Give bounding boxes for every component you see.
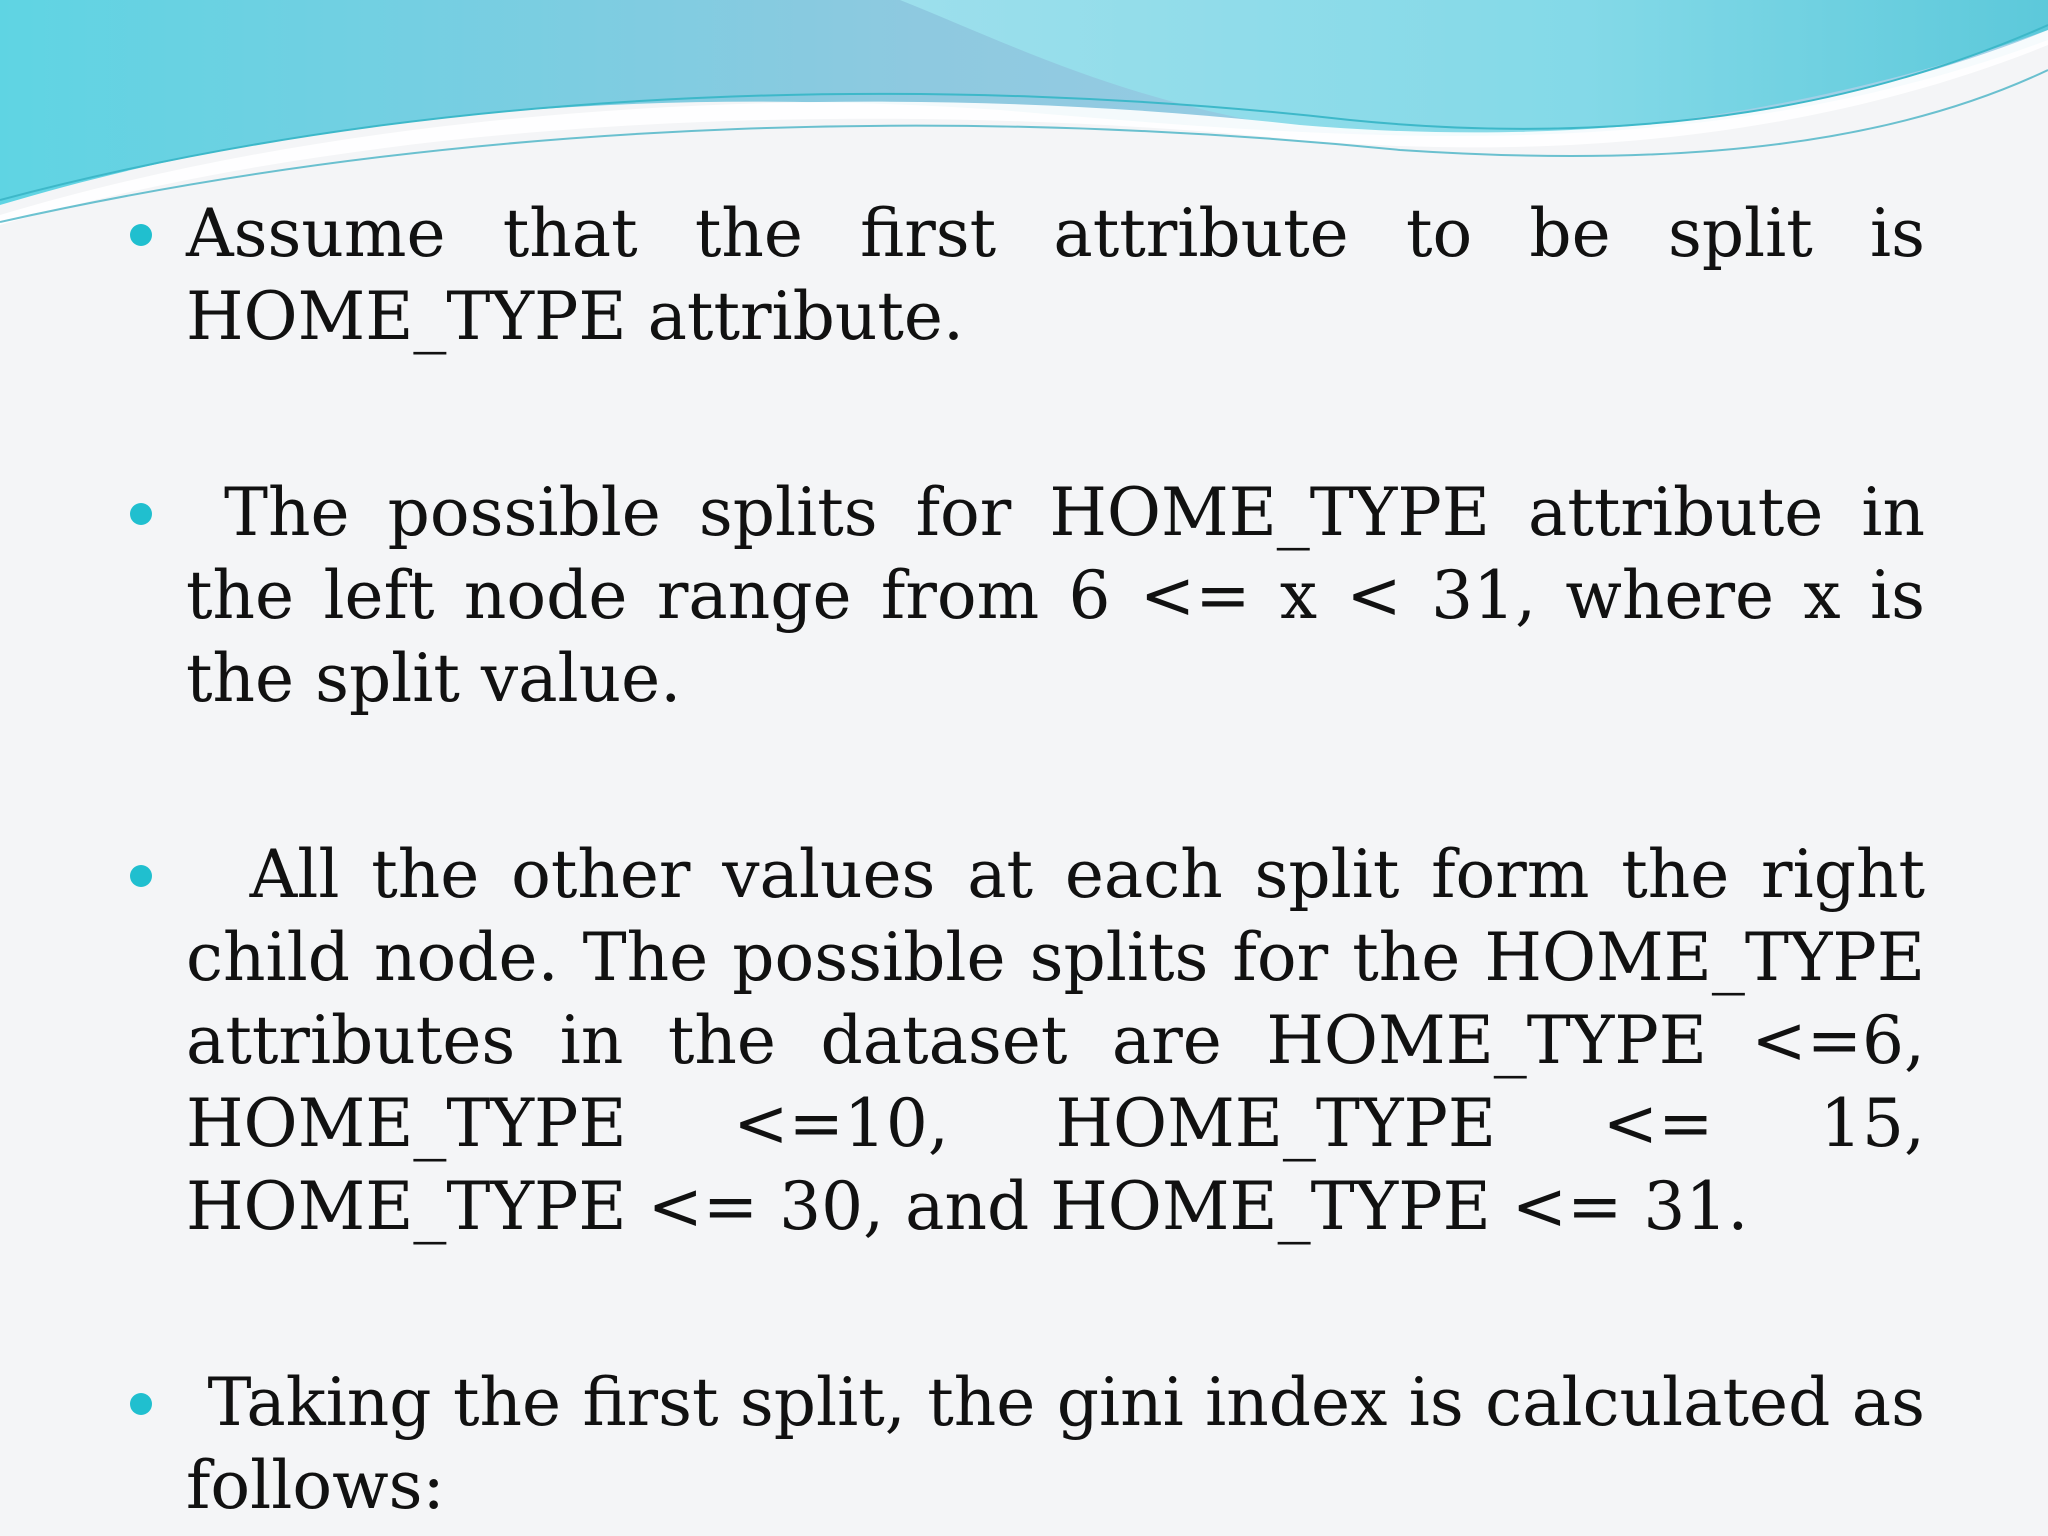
bullet-item bbox=[130, 471, 1946, 720]
bullet-text: The possible splits for HOME_TYPE attribute in the left node range from 6 <= x < 31, where x is the split value. bbox=[186, 474, 1946, 717]
bullet-item bbox=[130, 833, 1946, 1248]
bullet-item bbox=[130, 192, 1925, 358]
bullet-text: All the other values at each split form the right child node. The possible splits for the HOME_TYPE attributes in the dataset are HOME_TYPE <=6, HOME_TYPE <=10, HOME_TYPE <= 15, HOME_TYPE <= 30, and HOME_TYPE <= 31. bbox=[186, 836, 1946, 1245]
bullet-dot-icon bbox=[130, 224, 152, 246]
bullet-dot-icon bbox=[130, 865, 152, 887]
bullet-dot-icon bbox=[130, 503, 152, 525]
bullet-item bbox=[130, 1361, 1946, 1527]
bullet-dot-icon bbox=[130, 1393, 152, 1415]
bullet-text: Assume that the first attribute to be split is HOME_TYPE attribute. bbox=[186, 195, 1925, 355]
bullet-text: Taking the first split, the gini index is calculated as follows: bbox=[186, 1364, 1946, 1524]
bullet-list bbox=[130, 192, 1946, 1527]
